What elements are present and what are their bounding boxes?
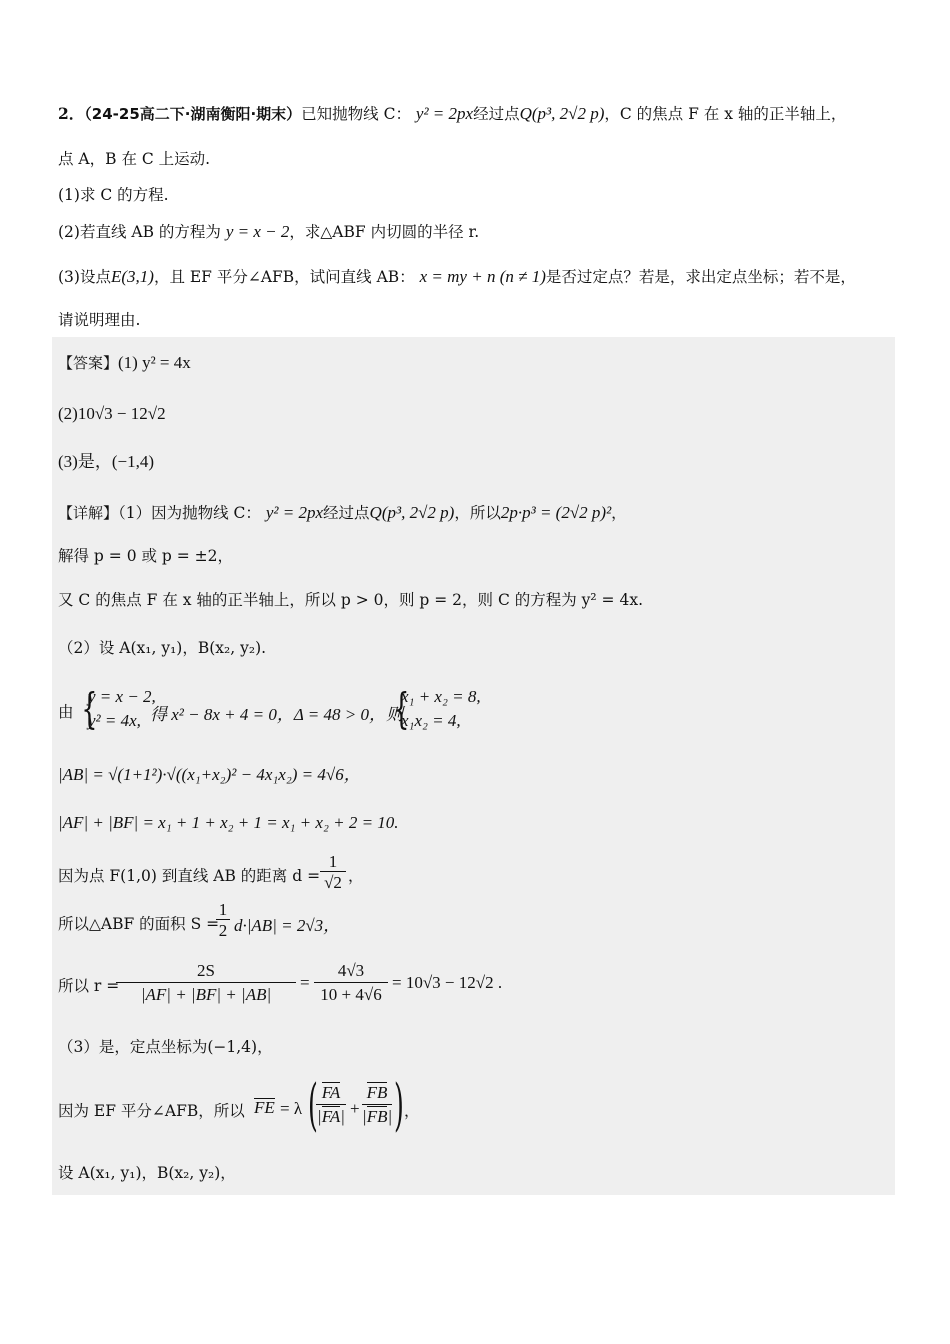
point-e: E(3,1) [110, 267, 154, 286]
detail-line-7 [58, 812, 399, 834]
vector-fb: FB [366, 1083, 388, 1102]
system-eq-1: y = x − 2, [88, 687, 156, 706]
answer-line-1 [58, 352, 191, 374]
fraction [316, 1082, 346, 1129]
fraction [216, 900, 230, 941]
question-text: 已知抛物线 C： [301, 105, 411, 123]
system-eq-2: y² = 4x, [88, 711, 141, 730]
question-source: （24-25高二下·湖南衡阳·期末） [84, 105, 302, 123]
detail-text: 因为点 F(1,0) 到直线 AB 的距离 d = [58, 867, 321, 885]
detail-text: 因为 EF 平分∠AFB，所以 [58, 1102, 245, 1120]
system-eq-4: x₁x₂ = 4, [401, 711, 461, 730]
fraction-denominator: |FA| [317, 1107, 345, 1126]
question-part-2 [58, 221, 479, 243]
question-part-1: (1)求 C 的方程. [58, 186, 169, 204]
system-eq-3: x₁ + x₂ = 8, [401, 687, 481, 706]
detail-text: 所以 r = [58, 977, 120, 995]
brace-left-icon: { [393, 684, 410, 733]
equation: 2p·p³ = (2√2 p)² [500, 503, 612, 522]
paren-left-icon: ( [308, 1073, 318, 1138]
detail-text: ， [404, 1102, 420, 1120]
fraction-numerator [316, 1082, 346, 1105]
brace-left-icon: { [81, 684, 98, 733]
point-q: Q(p³, 2√2 p) [369, 503, 455, 522]
paren-right-icon: ) [394, 1073, 404, 1138]
fraction-numerator: 4√3 [314, 960, 388, 983]
fraction-numerator: 2S [116, 960, 296, 983]
plus-sign: + [350, 1099, 360, 1118]
detail-label: 【详解】 [58, 504, 119, 522]
equation: d·|AB| = 2√3， [234, 916, 341, 935]
equation: y = x − 2 [225, 222, 290, 241]
question-part-3 [58, 266, 856, 288]
point-q: Q(p³, 2√2 p) [519, 104, 605, 123]
detail-text: 经过点 [323, 504, 370, 522]
detail-text: 所以△ABF 的面积 S = [58, 915, 220, 933]
fraction-denominator: 2 [218, 921, 228, 940]
detail-line-11: （3）是，定点坐标为(−1,4)， [58, 1038, 273, 1056]
fraction-numerator [362, 1082, 392, 1105]
vector-fa: FA [321, 1083, 341, 1102]
equation: y² = 2px [265, 503, 324, 522]
question-line-2: 点 A，B 在 C 上运动. [58, 150, 211, 168]
answer-3: (3)是，(−1,4) [58, 452, 154, 471]
question-text: ，且 EF 平分∠AFB，试问直线 AB： [153, 268, 415, 286]
fraction-denominator: 10 + 4√6 [320, 985, 382, 1004]
answer-line-2 [58, 403, 166, 425]
detail-line-6 [58, 764, 361, 786]
question-text: (2)若直线 AB 的方程为 [58, 223, 221, 241]
fraction [116, 960, 296, 1007]
detail-line-3: 又 C 的焦点 F 在 x 轴的正半轴上，所以 p > 0，则 p = 2，则 C 的方程为 y² = 4x. [58, 591, 644, 609]
detail-text: 由 [58, 703, 74, 721]
equation: y² = 2px [415, 104, 474, 123]
detail-text: ， [611, 504, 627, 522]
vector-fa: FA [321, 1107, 341, 1126]
equation: = 10√3 − 12√2 . [392, 973, 503, 992]
equation: |AF| + |BF| = x₁ + 1 + x₂ + 1 = x₁ + x₂ + 2 = 10. [58, 813, 399, 832]
equation: |AB| = √(1+1²)·√((x₁+x₂)² − 4x₁x₂) = 4√6， [58, 765, 361, 784]
answer-1: (1) y² = 4x [118, 353, 191, 372]
detail-text: （1）因为抛物线 C： [118, 504, 261, 522]
fraction-denominator: |AF| + |BF| + |AB| [140, 985, 272, 1004]
equals-lambda: = λ [280, 1099, 303, 1118]
fraction [320, 852, 346, 893]
detail-text: 得 x² − 8x + 4 = 0，Δ = 48 > 0，则 [150, 705, 403, 724]
equals-sign: = [300, 973, 310, 992]
vector-fe: FE [254, 1098, 275, 1117]
vector-fb: FB [366, 1107, 388, 1126]
answer-label: 【答案】 [58, 354, 119, 372]
equation: x = my + n (n ≠ 1) [419, 267, 546, 286]
answer-2: (2)10√3 − 12√2 [58, 404, 166, 423]
question-text: 是否过定点？若是，求出定点坐标；若不是， [545, 268, 856, 286]
detail-line-4: （2）设 A(x₁, y₁)，B(x₂, y₂). [58, 639, 267, 657]
question-number: 2． [58, 104, 85, 123]
question-part-3-cont: 请说明理由. [58, 311, 141, 329]
answer-line-3 [58, 451, 154, 473]
fraction-numerator: 1 [320, 852, 346, 872]
question-text: ，C 的焦点 F 在 x 轴的正半轴上， [604, 105, 847, 123]
fraction-numerator: 1 [216, 900, 230, 920]
detail-line-13: 设 A(x₁, y₁)，B(x₂, y₂)， [58, 1164, 236, 1182]
fraction [362, 1082, 392, 1129]
question-text: 经过点 [473, 105, 520, 123]
question-line-1 [58, 103, 846, 125]
fraction-denominator: √2 [324, 873, 342, 892]
question-text: ，求△ABF 内切圆的半径 r. [289, 223, 480, 241]
question-text: (3)设点 [58, 268, 111, 286]
detail-text: ，所以 [454, 504, 501, 522]
fraction-denominator: |FB| [362, 1107, 393, 1126]
fraction [314, 960, 388, 1007]
detail-line-1 [58, 502, 627, 524]
detail-text: ， [348, 867, 364, 885]
detail-line-2: 解得 p = 0 或 p = ±2， [58, 547, 234, 565]
